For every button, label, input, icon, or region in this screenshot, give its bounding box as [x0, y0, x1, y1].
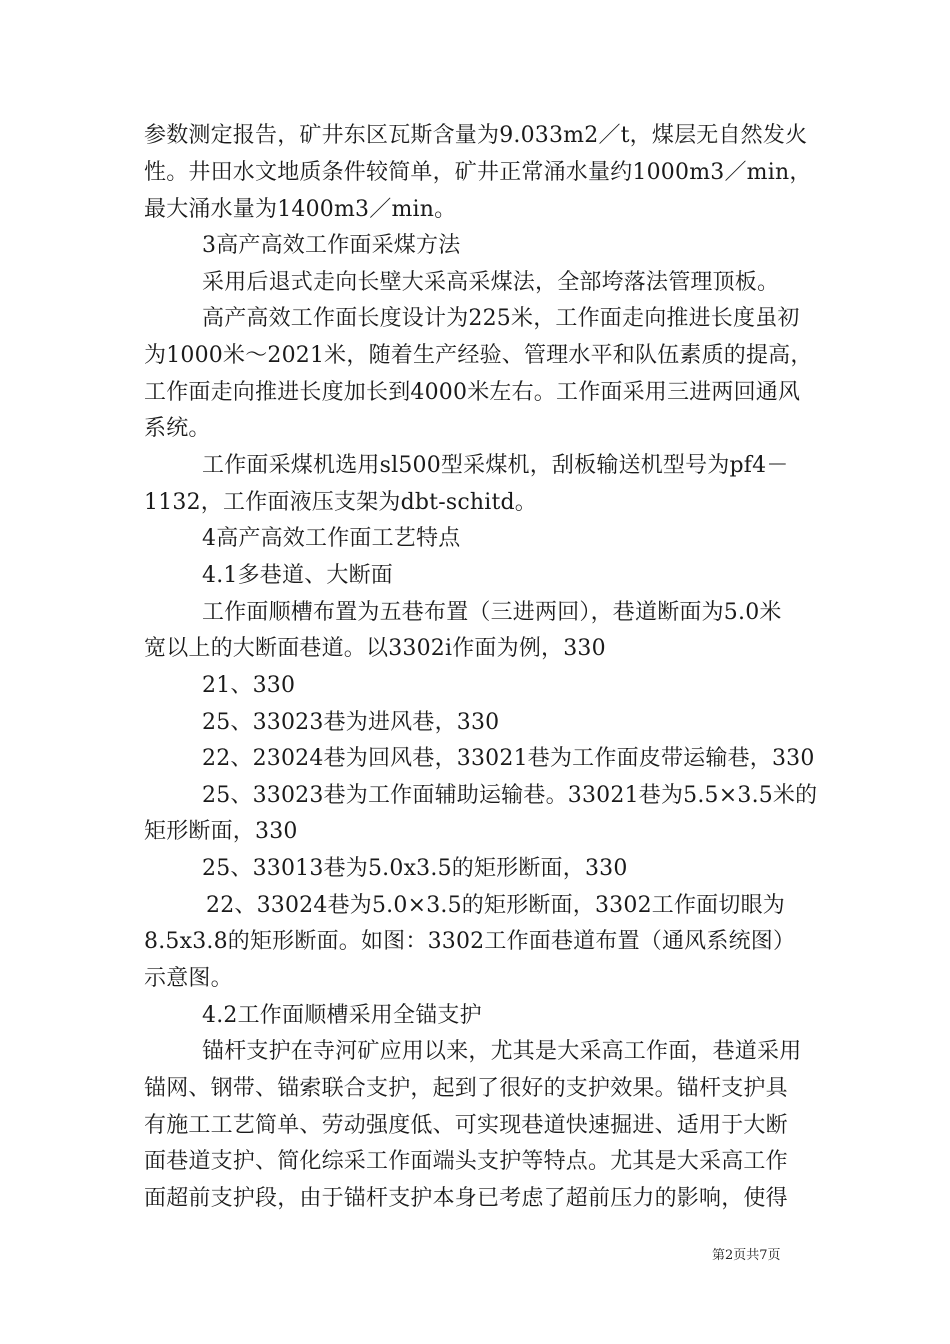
body-text-line: 25、33023巷为工作面辅助运输巷。33021巷为5.5×3.5米的 [202, 783, 818, 808]
body-text-line: 有施工工艺简单、劳动强度低、可实现巷道快速掘进、适用于大断 [144, 1113, 788, 1138]
body-text-line: 锚网、钢带、锚索联合支护，起到了很好的支护效果。锚杆支护具 [144, 1076, 788, 1101]
body-text-line: 工作面顺槽布置为五巷布置（三进两回），巷道断面为5.0米 [202, 600, 782, 625]
body-text-line: 面超前支护段，由于锚杆支护本身已考虑了超前压力的影响，使得 [144, 1186, 788, 1211]
body-text-line: 工作面采煤机选用sl500型采煤机，刮板输送机型号为pf4－ [202, 453, 789, 478]
body-text-line: 参数测定报告，矿井东区瓦斯含量为9.033m2／t，煤层无自然发火 [144, 123, 808, 148]
body-text-line: 锚杆支护在寺河矿应用以来，尤其是大采高工作面，巷道采用 [202, 1039, 802, 1064]
section-heading: 4高产高效工作面工艺特点 [202, 526, 461, 551]
body-text-line: 8.5x3.8的矩形断面。如图：3302工作面巷道布置（通风系统图） [144, 929, 796, 954]
body-text-line: 工作面走向推进长度加长到4000米左右。工作面采用三进两回通风 [144, 380, 801, 405]
body-text-line: 22、23024巷为回风巷，33021巷为工作面皮带运输巷，330 [202, 746, 815, 771]
body-text-line: 系统。 [144, 416, 211, 441]
body-text-line: 矩形断面，330 [144, 819, 298, 844]
body-text-line: 25、33013巷为5.0x3.5的矩形断面，330 [202, 856, 628, 881]
body-text-line: 性。井田水文地质条件较简单，矿井正常涌水量约1000m3／min， [144, 160, 812, 185]
subsection-heading: 4.2工作面顺槽采用全锚支护 [202, 1003, 482, 1028]
subsection-heading: 4.1多巷道、大断面 [202, 563, 393, 588]
body-text-line: 25、33023巷为进风巷，330 [202, 710, 500, 735]
body-text-line: 宽以上的大断面巷道。以3302i作面为例，330 [144, 636, 606, 661]
body-text-line: 最大涌水量为1400m3／min。 [144, 197, 457, 222]
section-heading: 3高产高效工作面采煤方法 [202, 233, 461, 258]
body-text-line: 采用后退式走向长壁大采高采煤法，全部垮落法管理顶板。 [202, 270, 780, 295]
body-text-line: 1132，工作面液压支架为dbt-schitd。 [144, 490, 537, 515]
body-text-line: 面巷道支护、简化综采工作面端头支护等特点。尤其是大采高工作 [144, 1149, 788, 1174]
body-text-line: 22、33024巷为5.0×3.5的矩形断面，3302工作面切眼为 [206, 893, 785, 918]
body-text-line: 为1000米～2021米，随着生产经验、管理水平和队伍素质的提高， [144, 343, 813, 368]
body-text-line: 21、330 [202, 673, 296, 698]
body-text-line: 示意图。 [144, 966, 233, 991]
body-text-line: 高产高效工作面长度设计为225米，工作面走向推进长度虽初 [202, 306, 800, 331]
page-number-footer: 第2页共7页 [712, 1248, 781, 1263]
